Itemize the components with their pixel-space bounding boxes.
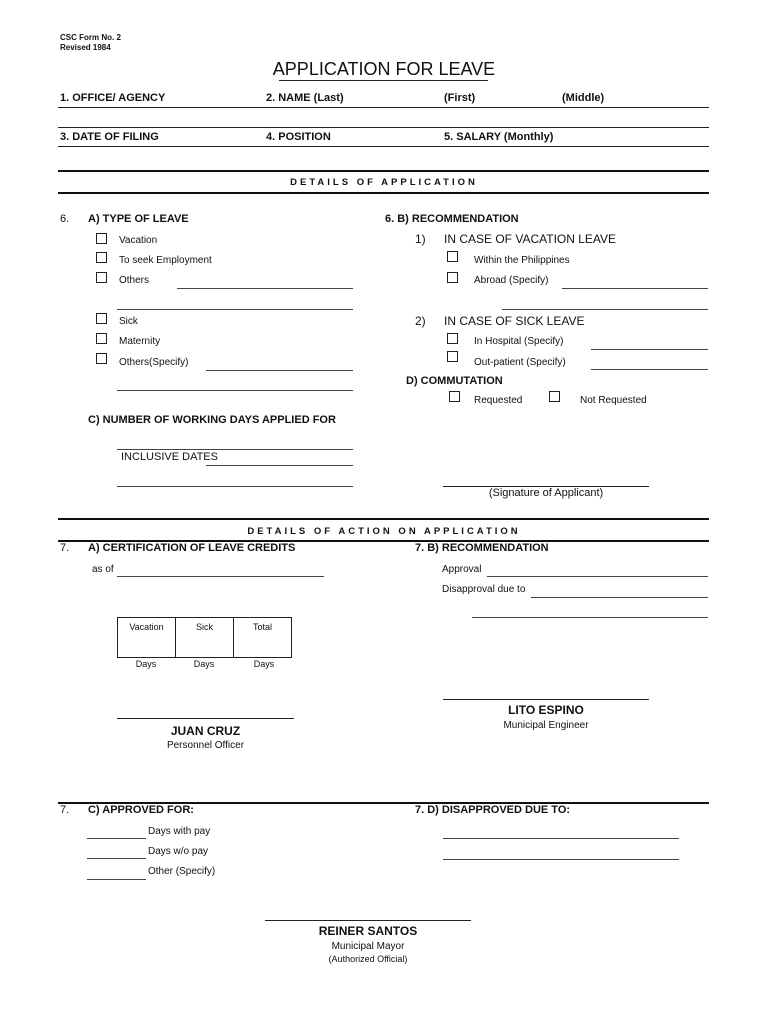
working-days-label: C) NUMBER OF WORKING DAYS APPLIED FOR <box>88 414 336 426</box>
engineer-signature-line[interactable] <box>443 699 649 700</box>
vacation-credits-cell: Vacation <box>118 618 176 658</box>
title-underline <box>279 80 488 81</box>
personnel-signature-line[interactable] <box>117 718 294 719</box>
abroad-line[interactable] <box>562 288 708 289</box>
sick-label: Sick <box>119 316 138 327</box>
office-label: 1. OFFICE/ AGENCY <box>60 92 166 104</box>
case-vacation-label: IN CASE OF VACATION LEAVE <box>444 232 617 246</box>
disapproval-line[interactable] <box>531 597 708 598</box>
item-number: 7. <box>60 804 70 816</box>
within-ph-label: Within the Philippines <box>474 255 570 266</box>
signature-label: (Signature of Applicant) <box>488 487 604 499</box>
disapproval-line-2[interactable] <box>472 617 708 618</box>
leave-credits-table <box>117 617 292 658</box>
others-line-2[interactable] <box>117 309 353 310</box>
days-with-pay-line[interactable] <box>87 838 146 839</box>
action-heading: DETAILS OF ACTION ON APPLICATION <box>247 526 521 537</box>
as-of-label: as of <box>92 564 114 575</box>
total-credits-cell: Total <box>234 618 292 658</box>
disapproved-line-2[interactable] <box>443 859 679 860</box>
within-ph-checkbox[interactable] <box>447 251 458 262</box>
abroad-label: Abroad (Specify) <box>474 275 549 286</box>
days-caption: Days <box>193 659 215 669</box>
days-caption: Days <box>135 659 157 669</box>
position-label: 4. POSITION <box>266 131 331 143</box>
engineer-name: LITO ESPINO <box>508 703 584 717</box>
others-specify-checkbox[interactable] <box>96 353 107 364</box>
requested-label: Requested <box>474 395 523 406</box>
divider <box>58 107 709 108</box>
other-specify-line[interactable] <box>87 879 146 880</box>
page-title: APPLICATION FOR LEAVE <box>272 59 496 79</box>
in-hospital-label: In Hospital (Specify) <box>474 336 564 347</box>
action-recommendation-label: 7. B) RECOMMENDATION <box>415 542 549 554</box>
inclusive-dates-line[interactable] <box>206 465 353 466</box>
days-wo-pay-line[interactable] <box>87 858 146 859</box>
approved-for-label: C) APPROVED FOR: <box>88 804 194 816</box>
salary-label: 5. SALARY (Monthly) <box>444 131 554 143</box>
personnel-name: JUAN CRUZ <box>170 724 241 738</box>
section-rule <box>58 192 709 194</box>
others-specify-line[interactable] <box>206 370 353 371</box>
case-vacation-number: 1) <box>415 232 426 246</box>
approval-line[interactable] <box>487 576 708 577</box>
inclusive-dates-label: INCLUSIVE DATES <box>121 451 218 463</box>
disapproval-label: Disapproval due to <box>442 584 526 595</box>
name-first-label: (First) <box>444 92 476 104</box>
mayor-signature-line[interactable] <box>265 920 471 921</box>
recommendation-label: 6. B) RECOMMENDATION <box>385 213 519 225</box>
others-checkbox[interactable] <box>96 272 107 283</box>
seek-employment-label: To seek Employment <box>119 255 212 266</box>
name-last-label: 2. NAME (Last) <box>266 92 344 104</box>
section-rule <box>58 170 709 172</box>
divider <box>58 146 709 147</box>
abroad-line-2[interactable] <box>502 309 708 310</box>
other-specify-label: Other (Specify) <box>148 866 216 877</box>
others-label: Others <box>119 275 150 286</box>
personnel-title: Personnel Officer <box>166 740 245 751</box>
mayor-note: (Authorized Official) <box>328 954 408 964</box>
days-wo-pay-label: Days w/o pay <box>148 846 209 857</box>
working-days-line[interactable] <box>117 449 353 450</box>
name-middle-label: (Middle) <box>562 92 605 104</box>
form-revised: Revised 1984 <box>60 43 111 52</box>
disapproved-line[interactable] <box>443 838 679 839</box>
maternity-checkbox[interactable] <box>96 333 107 344</box>
item-number: 7. <box>60 542 70 554</box>
not-requested-checkbox[interactable] <box>549 391 560 402</box>
seek-employment-checkbox[interactable] <box>96 252 107 263</box>
form-id: CSC Form No. 2 <box>60 33 121 42</box>
vacation-label: Vacation <box>119 235 158 246</box>
inclusive-dates-line-2[interactable] <box>117 486 353 487</box>
case-sick-label: IN CASE OF SICK LEAVE <box>444 314 585 328</box>
approval-label: Approval <box>442 564 482 575</box>
in-hospital-line[interactable] <box>591 349 708 350</box>
section-rule <box>58 518 709 520</box>
out-patient-line[interactable] <box>591 369 708 370</box>
sick-credits-cell: Sick <box>176 618 234 658</box>
days-with-pay-label: Days with pay <box>148 826 211 837</box>
divider <box>58 127 709 128</box>
item-number: 6. <box>60 213 70 225</box>
others-specify-line-2[interactable] <box>117 390 353 391</box>
sick-checkbox[interactable] <box>96 313 107 324</box>
mayor-title: Municipal Mayor <box>331 941 405 952</box>
engineer-title: Municipal Engineer <box>503 720 589 731</box>
others-line[interactable] <box>177 288 353 289</box>
details-heading: DETAILS OF APPLICATION <box>290 177 478 188</box>
maternity-label: Maternity <box>119 336 161 347</box>
certification-label: A) CERTIFICATION OF LEAVE CREDITS <box>88 542 296 554</box>
mayor-name: REINER SANTOS <box>318 924 418 938</box>
abroad-checkbox[interactable] <box>447 272 458 283</box>
date-filing-label: 3. DATE OF FILING <box>60 131 159 143</box>
in-hospital-checkbox[interactable] <box>447 333 458 344</box>
out-patient-label: Out-patient (Specify) <box>474 357 566 368</box>
as-of-line[interactable] <box>117 576 324 577</box>
not-requested-label: Not Requested <box>580 395 647 406</box>
commutation-label: D) COMMUTATION <box>406 375 503 387</box>
requested-checkbox[interactable] <box>449 391 460 402</box>
disapproved-label: 7. D) DISAPPROVED DUE TO: <box>415 804 571 816</box>
case-sick-number: 2) <box>415 314 426 328</box>
vacation-checkbox[interactable] <box>96 233 107 244</box>
others-specify-label: Others(Specify) <box>119 357 189 368</box>
type-of-leave-label: A) TYPE OF LEAVE <box>88 213 189 225</box>
days-caption: Days <box>253 659 275 669</box>
out-patient-checkbox[interactable] <box>447 351 458 362</box>
